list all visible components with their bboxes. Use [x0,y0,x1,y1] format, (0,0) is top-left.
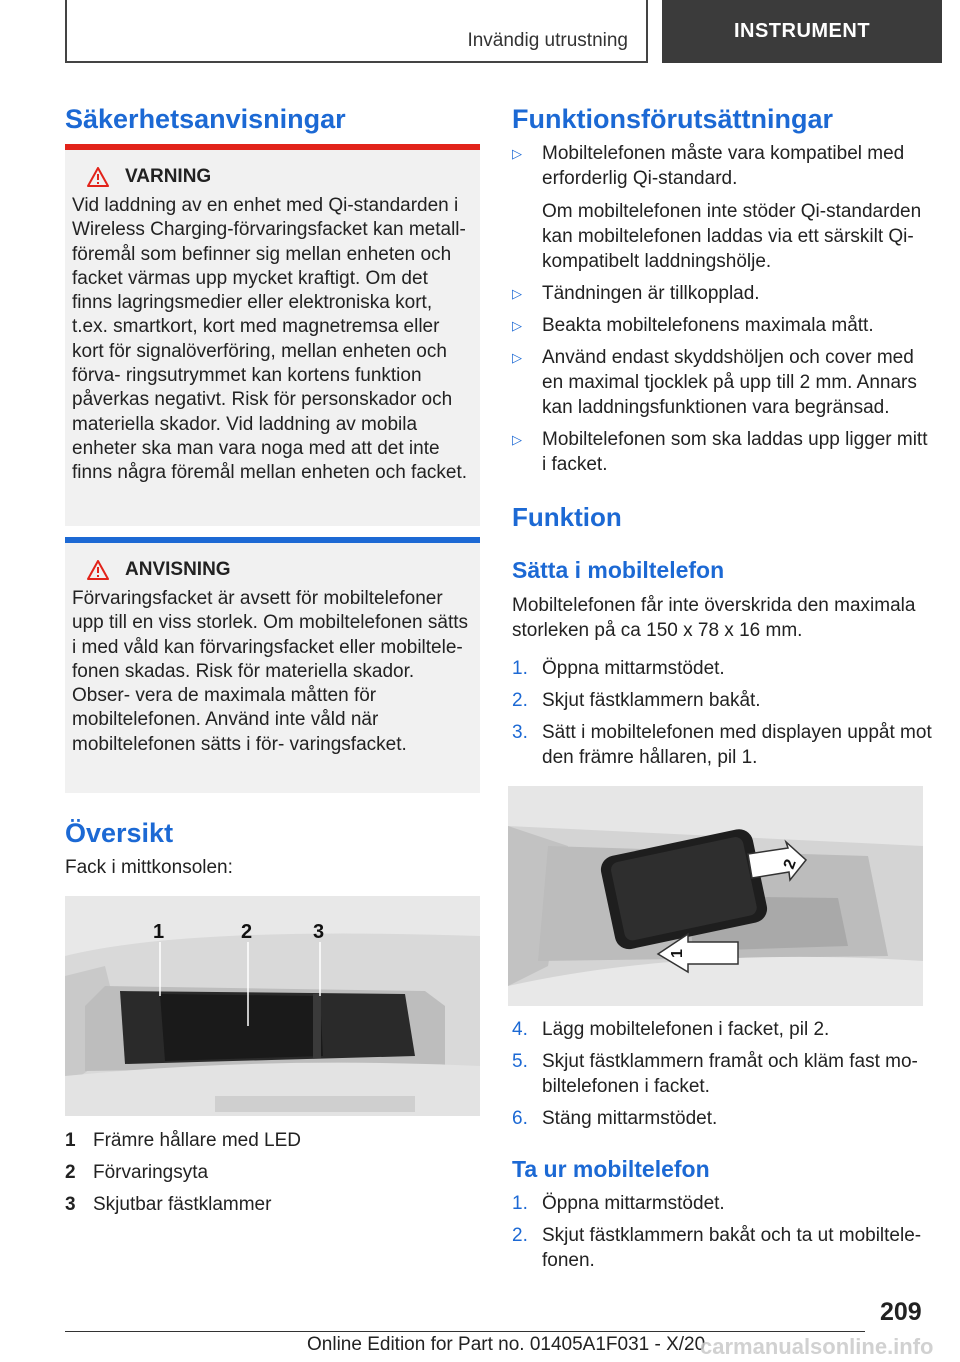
legend-item: 1 Främre hållare med LED [65,1130,302,1151]
warning-triangle-icon [87,167,109,187]
insert-intro: Mobiltelefonen får inte överskrida den maximala storleken på ca 150 x 78 x 16 mm. [512,595,916,641]
requirement-item: ▷ Tändningen är tillkopplad. [512,283,760,304]
photo-label-3: 3 [313,921,325,943]
insert-step: 1. Öppna mittarmstödet. [512,658,725,679]
bullet-triangle-icon: ▷ [512,146,522,161]
insert-title: Sätta i mobiltelefon [512,557,725,583]
warning-label: VARNING [125,166,212,187]
notice-box [65,537,480,793]
legend-item: 3 Skjutbar fästklammer [65,1194,272,1215]
insert-step: 6. Stäng mittarmstödet. [512,1108,718,1129]
requirement-note: Om mobiltelefonen inte stöder Qi-standarden kan mobiltelefonen laddas via ett särskilt Qi- kompatibelt laddningshölje. [542,201,922,272]
notice-label: ANVISNING [125,559,231,580]
warning-bar [65,144,480,150]
watermark: carmanualsonline.info [700,1334,934,1359]
safety-title: Säkerhetsanvisningar [65,104,346,134]
overview-title: Översikt [65,818,174,848]
header-chapter-tab: INSTRUMENT [662,0,942,63]
legend-item: 2 Förvaringsyta [65,1162,209,1183]
warning-box [65,144,480,526]
remove-step: 2. Skjut fästklammern bakåt och ta ut mobiltele- fonen. [512,1225,922,1271]
bullet-triangle-icon: ▷ [512,350,522,365]
remove-step: 1. Öppna mittarmstödet. [512,1193,725,1214]
bullet-triangle-icon: ▷ [512,432,522,447]
notice-bar [65,537,480,543]
requirement-item: ▷ Mobiltelefonen måste vara kompatibel med erforderlig Qi-standard. [512,143,905,189]
requirement-item: ▷ Använd endast skyddshöljen och cover med en maximal tjocklek på upp till 2 mm. Annars kan laddningsfunktionen vara begränsad. [512,347,917,418]
photo-arrow-1: 1 [669,949,686,958]
remove-title: Ta ur mobiltelefon [512,1156,710,1182]
notice-text: Förvaringsfacket är avsett för mobiltelefoner upp till en viss storlek. Om mobiltelefonen sätts i med våld kan förvaringsfacket eller mobiltele- fonen skadas. Risk för materiella skador. Obser- vera de maximala måtten för mobiltelefonen. Använd inte våld när mobiltelefonen sätts i för- varingsfacket. [72,588,469,755]
phone-insert-photo [508,786,923,1006]
notice-triangle-icon [87,560,109,580]
page-number: 209 [880,1298,922,1326]
bullet-triangle-icon: ▷ [512,318,522,333]
console-photo [65,896,480,1116]
function-title: Funktion [512,502,622,532]
requirements-title: Funktionsförutsättningar [512,104,833,134]
header-section-title: Invändig utrustning [467,30,628,51]
requirement-item: ▷ Beakta mobiltelefonens maximala mått. [512,315,874,336]
photo-arrow-2: 2 [780,857,800,872]
insert-step: 4. Lägg mobiltelefonen i facket, pil 2. [512,1019,830,1040]
bullet-triangle-icon: ▷ [512,286,522,301]
warning-text: Vid laddning av en enhet med Qi-standarden i Wireless Charging-förvaringsfacket kan metall- föremål som befinner sig mellan enheten och facket värmas upp mycket kraftigt. Om det finns lagringsmedier eller elektroniska kort, t.ex. smartkort, kort med magnetremsa eller kort för signalöverföring, mellan enheten och förva- ringsutrymmet kan kortens funktion påverkas negativt. Risk för personskador och materiella skador. Vid laddning av mobila enheter ska man vara noga med att det inte finns några föremål mellan enheten och facket. [72,195,468,484]
insert-step: 5. Skjut fästklammern framåt och kläm fast mo- biltelefonen i facket. [512,1051,918,1097]
photo-label-2: 2 [241,921,253,943]
insert-step: 2. Skjut fästklammern bakåt. [512,690,761,711]
insert-step: 3. Sätt i mobiltelefonen med displayen uppåt mot den främre hållaren, pil 1. [512,722,932,768]
header-section-box [65,0,648,63]
footer-edition: Online Edition for Part no. 01405A1F031 - X/20 [307,1334,706,1355]
requirement-item: ▷ Mobiltelefonen som ska laddas upp ligger mitt i facket. [512,429,928,475]
footer-divider [65,1331,865,1332]
overview-intro: Fack i mittkonsolen: [65,857,233,878]
photo-label-1: 1 [153,921,165,943]
